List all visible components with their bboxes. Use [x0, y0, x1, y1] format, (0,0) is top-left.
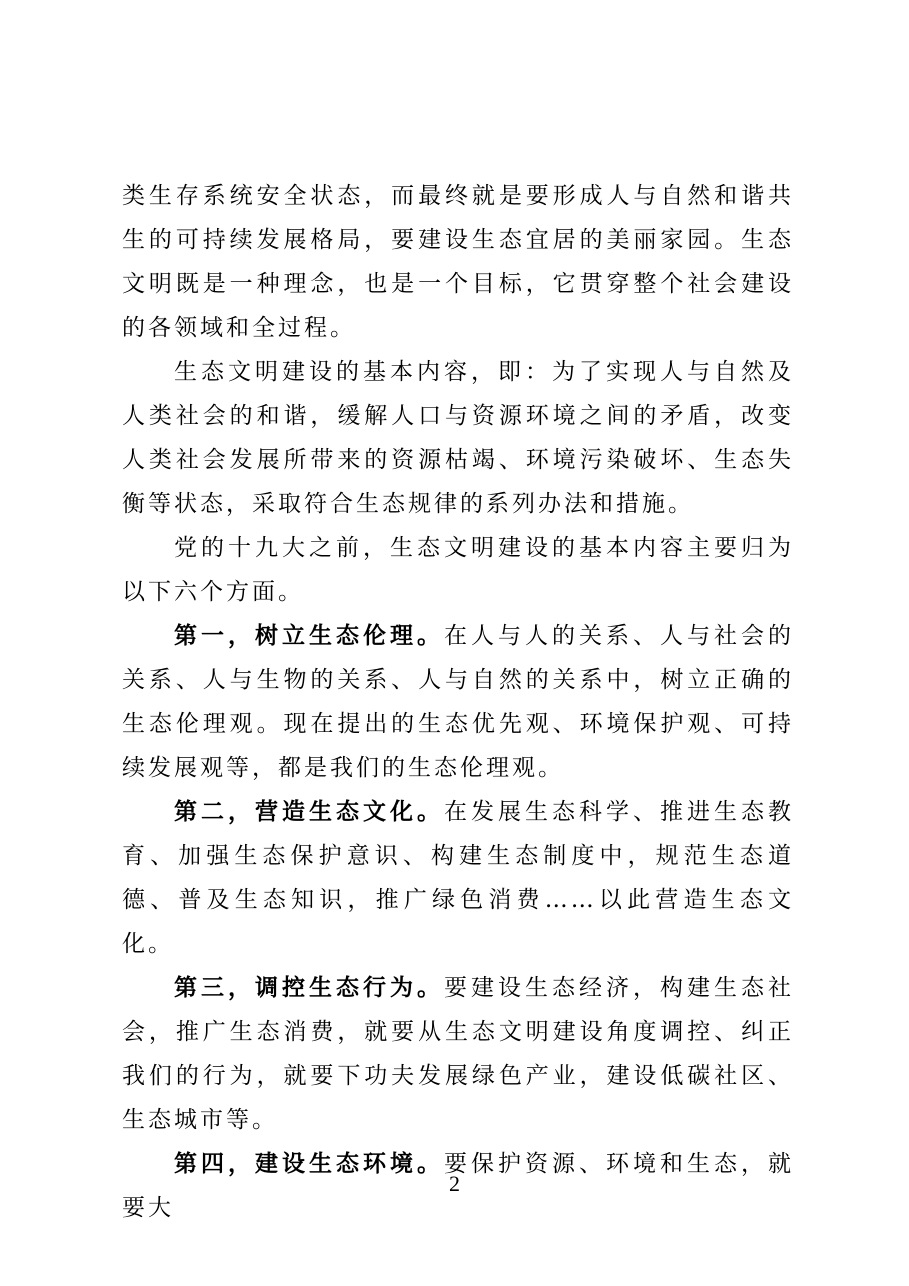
- aspect-2-heading: 第二，营造生态文化。: [174, 798, 444, 825]
- paragraph-aspect-1: [122, 614, 794, 790]
- paragraph-text: 在人与人的关系、人与社会的关系、人与生物的关系、人与自然的关系中，树立正确的生态伦理观。现在提出的生态优先观、环境保护观、可持续发展观等，都是我们的生态伦理观。: [122, 623, 794, 781]
- aspect-3-heading: 第三，调控生态行为。: [174, 974, 444, 1001]
- aspect-4-heading: 第四，建设生态环境。: [174, 1150, 444, 1177]
- document-body: [122, 174, 794, 1230]
- paragraph-aspect-2: [122, 790, 794, 966]
- paragraph-text: 党的十九大之前，生态文明建设的基本内容主要归为以下六个方面。: [122, 535, 794, 605]
- paragraph-text: 要建设生态经济，构建生态社会，推广生态消费，就要从生态文明建设角度调控、纠正我们的行为，就要下功夫发展绿色产业，建设低碳社区、生态城市等。: [122, 975, 794, 1133]
- paragraph-text: 生态文明建设的基本内容，即：为了实现人与自然及人类社会的和谐，缓解人口与资源环境之间的矛盾，改变人类社会发展所带来的资源枯竭、环境污染破坏、生态失衡等状态，采取符合生态规律的系列办法和措施。: [122, 359, 794, 517]
- page-number: 2: [449, 1171, 460, 1196]
- paragraph-text: 类生存系统安全状态，而最终就是要形成人与自然和谐共生的可持续发展格局，要建设生态宜居的美丽家园。生态文明既是一种理念，也是一个目标，它贯穿整个社会建设的各领域和全过程。: [122, 183, 794, 341]
- paragraph-six-aspects-intro: [122, 526, 794, 614]
- paragraph-continuation: [122, 174, 794, 350]
- paragraph-basic-content: [122, 350, 794, 526]
- paragraph-text: 要保护资源、环境和生态，就要大: [122, 1151, 794, 1221]
- aspect-1-heading: 第一，树立生态伦理。: [174, 622, 444, 649]
- paragraph-aspect-3: [122, 966, 794, 1142]
- paragraph-text: 在发展生态科学、推进生态教育、加强生态保护意识、构建生态制度中，规范生态道德、普及生态知识，推广绿色消费……以此营造生态文化。: [122, 799, 794, 957]
